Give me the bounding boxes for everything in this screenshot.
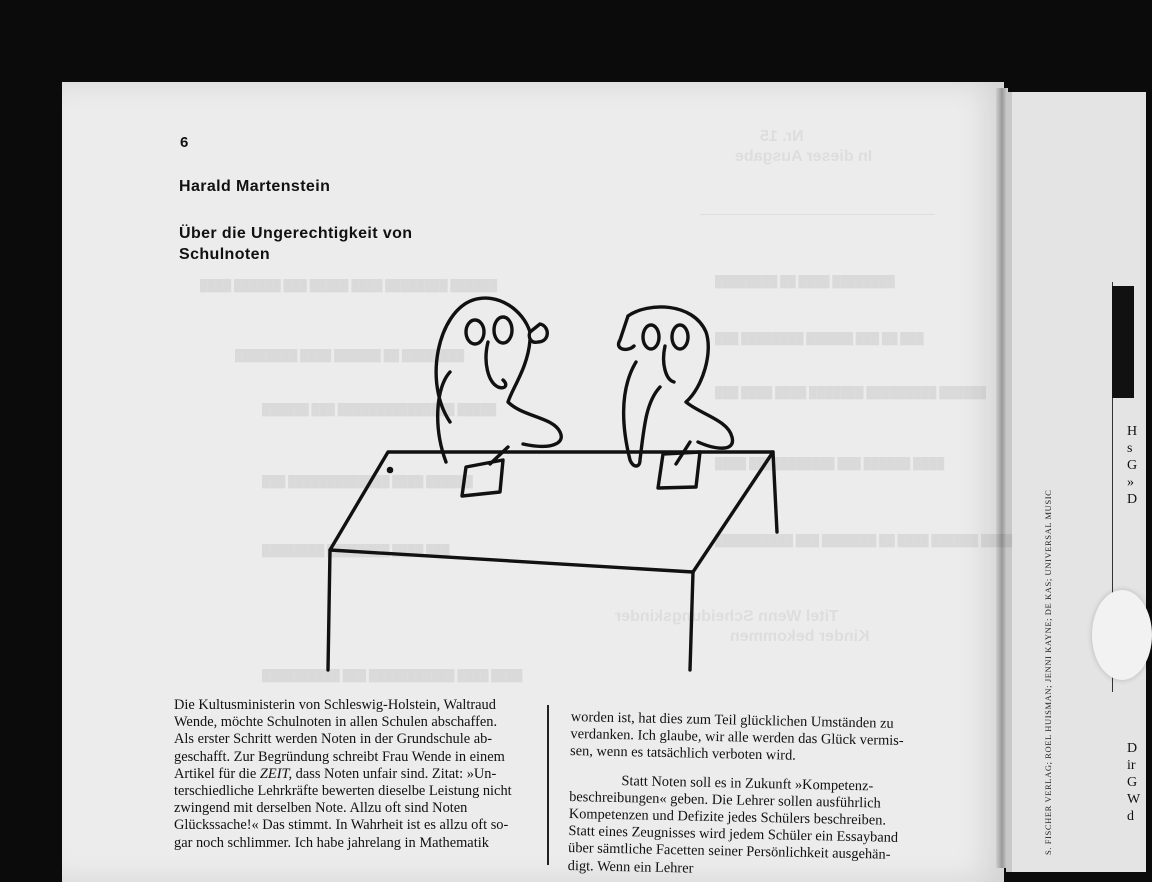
photo-credit: S. FISCHER VERLAG; ROEL HUISMAN; JENNI KAYNE; DE KAS; UNIVERSAL MUSIC — [1043, 489, 1053, 855]
article-column-left — [174, 697, 524, 852]
article-author: Harald Martenstein — [179, 178, 331, 195]
left-paper — [462, 460, 503, 496]
desk-top — [330, 452, 773, 572]
text-line: Wende, möchte Schulnoten in allen Schulen abschaffen. — [174, 714, 498, 731]
text-line: zwingend mit derselben Note. Allzu oft sind Noten — [174, 800, 468, 817]
facing-page-photo — [1112, 286, 1134, 398]
magazine-right-page — [1006, 92, 1146, 872]
text-line: geschafft. Zur Begründung schreibt Frau Wende in einem — [174, 748, 505, 765]
text-line: Statt eines Zeugnisses wird jedem Schüler ein Essayband — [568, 823, 899, 847]
text-line: Kompetenzen und Defizite jedes Schülers beschreiben. — [568, 805, 887, 829]
desk-left-leg — [328, 550, 330, 670]
article-title: Über die Ungerechtigkeit von Schulnoten — [179, 225, 413, 263]
desk-right-leg — [773, 452, 777, 532]
text-line: Als erster Schritt werden Noten in der Grundschule ab- — [174, 731, 493, 748]
cartoon-two-figures-at-desk — [318, 292, 788, 677]
facing-page-text: s — [1127, 441, 1133, 456]
facing-page-text: D — [1127, 492, 1138, 507]
text-line: Artikel für die ZEIT, dass Noten unfair sind. Zitat: »Un- — [174, 765, 497, 782]
text-line: über sämtliche Facetten seiner Persönlichkeit ausgehän- — [567, 840, 891, 864]
text-line: gar noch schlimmer. Ich habe jahrelang in Mathematik — [174, 834, 489, 851]
column-divider — [547, 705, 549, 865]
facing-page-text: W — [1127, 792, 1141, 807]
text-line: Glückssache!« Das stimmt. In Wahrheit ist es allzu oft so- — [174, 817, 509, 834]
page-number: 6 — [180, 134, 189, 151]
text-line: digt. Wenn ein Lehrer — [567, 857, 694, 877]
facing-page-text: D — [1127, 741, 1138, 756]
facing-page-plate-image — [1092, 590, 1152, 680]
text-line: Statt Noten soll es in Zukunft »Kompetenz- — [621, 772, 874, 794]
text-line: Die Kultusministerin von Schleswig-Holstein, Waltraud — [174, 697, 496, 713]
facing-page-text: ir — [1127, 758, 1136, 773]
facing-page-text: H — [1127, 424, 1138, 439]
facing-page-text: » — [1127, 475, 1134, 490]
facing-page-text: G — [1127, 458, 1138, 473]
text-line: terschiedliche Lehrkräfte bewerten dieselbe Leistung nicht — [174, 783, 512, 800]
article-column-right — [568, 709, 933, 882]
desk-front-leg — [690, 572, 693, 670]
text-line: worden ist, hat dies zum Teil glücklichen Umständen zu — [570, 709, 894, 732]
text-line: verdanken. Ich glaube, wir alle werden das Glück vermis- — [570, 726, 904, 750]
text-line: sen, wenn es tatsächlich verboten wird. — [569, 743, 797, 765]
text-line: beschreibungen« geben. Die Lehrer sollen ausführlich — [568, 788, 881, 812]
facing-page-text: G — [1127, 775, 1138, 790]
facing-page-text: d — [1127, 809, 1134, 824]
